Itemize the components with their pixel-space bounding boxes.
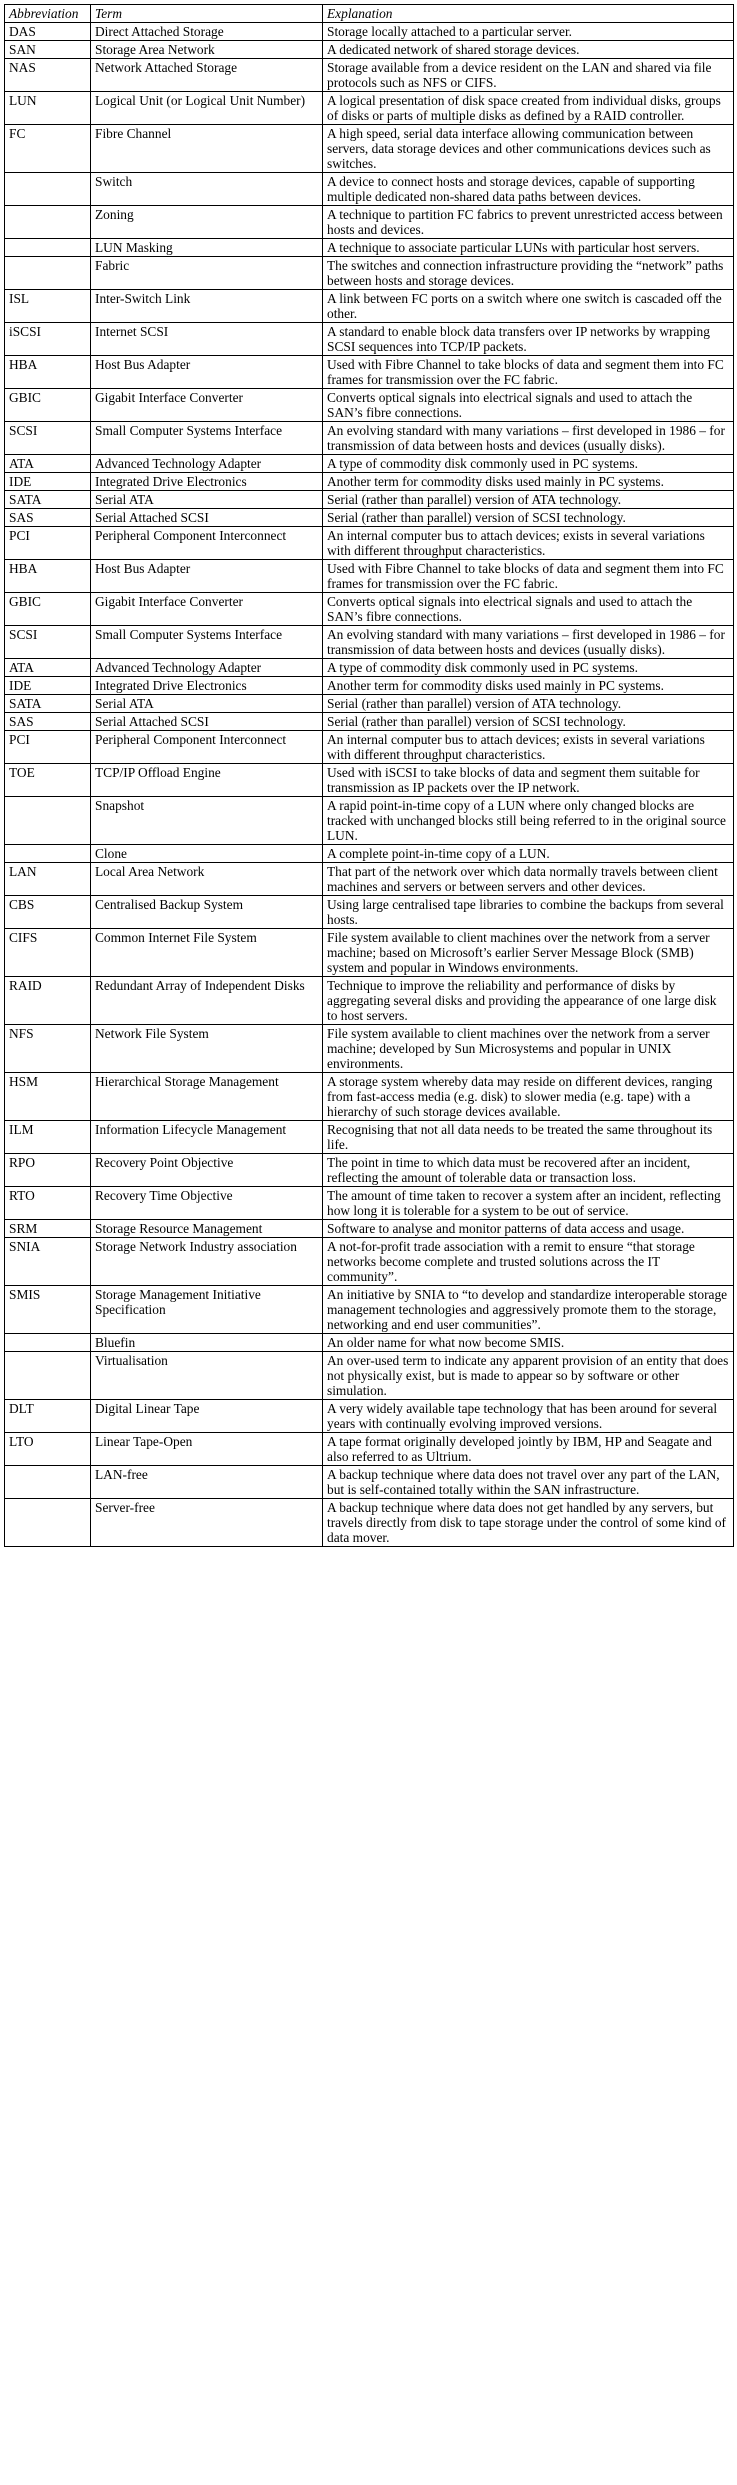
explanation-cell: Serial (rather than parallel) version of SCSI technology. — [323, 713, 734, 731]
explanation-cell: File system available to client machines over the network from a server machine; developed by Sun Microsystems and popular in UNIX environments. — [323, 1025, 734, 1073]
table-row — [5, 455, 734, 473]
term-cell: Local Area Network — [91, 863, 323, 896]
explanation-cell: That part of the network over which data normally travels between client machines and servers or between servers and other devices. — [323, 863, 734, 896]
explanation-cell: Storage locally attached to a particular server. — [323, 23, 734, 41]
abbreviation-cell: CIFS — [5, 929, 91, 977]
table-row — [5, 896, 734, 929]
header-term: Term — [91, 5, 323, 23]
header-row — [5, 5, 734, 23]
abbreviation-cell: LAN — [5, 863, 91, 896]
term-cell: Peripheral Component Interconnect — [91, 527, 323, 560]
abbreviation-cell — [5, 239, 91, 257]
table-row — [5, 731, 734, 764]
explanation-cell: A technique to partition FC fabrics to prevent unrestricted access between hosts and devices. — [323, 206, 734, 239]
abbreviation-cell: HBA — [5, 356, 91, 389]
abbreviation-cell: ATA — [5, 455, 91, 473]
term-cell: Network File System — [91, 1025, 323, 1073]
term-cell: Peripheral Component Interconnect — [91, 731, 323, 764]
explanation-cell: A type of commodity disk commonly used in PC systems. — [323, 455, 734, 473]
abbreviation-cell: TOE — [5, 764, 91, 797]
term-cell: LAN-free — [91, 1466, 323, 1499]
explanation-cell: An evolving standard with many variations – first developed in 1986 – for transmission of data between hosts and devices (usually disks). — [323, 422, 734, 455]
explanation-cell: The point in time to which data must be recovered after an incident, reflecting the amount of tolerable data or transaction loss. — [323, 1154, 734, 1187]
term-cell: Information Lifecycle Management — [91, 1121, 323, 1154]
table-row — [5, 1238, 734, 1286]
glossary-table-header — [5, 5, 734, 23]
table-row — [5, 527, 734, 560]
table-row — [5, 1187, 734, 1220]
abbreviation-cell: SATA — [5, 695, 91, 713]
table-row — [5, 1400, 734, 1433]
term-cell: TCP/IP Offload Engine — [91, 764, 323, 797]
abbreviation-cell: GBIC — [5, 593, 91, 626]
explanation-cell: A logical presentation of disk space created from individual disks, groups of disks or parts of multiple disks as defined by a RAID controller. — [323, 92, 734, 125]
explanation-cell: Using large centralised tape libraries to combine the backups from several hosts. — [323, 896, 734, 929]
term-cell: Inter-Switch Link — [91, 290, 323, 323]
table-row — [5, 92, 734, 125]
table-row — [5, 929, 734, 977]
table-row — [5, 23, 734, 41]
explanation-cell: Serial (rather than parallel) version of ATA technology. — [323, 695, 734, 713]
term-cell: Small Computer Systems Interface — [91, 626, 323, 659]
abbreviation-cell — [5, 797, 91, 845]
table-row — [5, 1433, 734, 1466]
explanation-cell: A technique to associate particular LUNs with particular host servers. — [323, 239, 734, 257]
abbreviation-cell: LTO — [5, 1433, 91, 1466]
explanation-cell: A not-for-profit trade association with a remit to ensure “that storage networks become complete and trusted solutions across the IT community”. — [323, 1238, 734, 1286]
explanation-cell: Software to analyse and monitor patterns of data access and usage. — [323, 1220, 734, 1238]
abbreviation-cell: SAS — [5, 509, 91, 527]
term-cell: Gigabit Interface Converter — [91, 389, 323, 422]
term-cell: Serial Attached SCSI — [91, 713, 323, 731]
term-cell: Internet SCSI — [91, 323, 323, 356]
abbreviation-cell — [5, 845, 91, 863]
table-row — [5, 1466, 734, 1499]
explanation-cell: Another term for commodity disks used mainly in PC systems. — [323, 473, 734, 491]
table-row — [5, 713, 734, 731]
explanation-cell: Converts optical signals into electrical signals and used to attach the SAN’s fibre connections. — [323, 389, 734, 422]
table-row — [5, 1121, 734, 1154]
table-row — [5, 509, 734, 527]
table-row — [5, 1334, 734, 1352]
explanation-cell: Storage available from a device resident on the LAN and shared via file protocols such as NFS or CIFS. — [323, 59, 734, 92]
explanation-cell: A device to connect hosts and storage devices, capable of supporting multiple dedicated non-shared data paths between devices. — [323, 173, 734, 206]
header-explanation: Explanation — [323, 5, 734, 23]
table-row — [5, 290, 734, 323]
term-cell: Storage Area Network — [91, 41, 323, 59]
abbreviation-cell: NAS — [5, 59, 91, 92]
abbreviation-cell — [5, 1499, 91, 1547]
abbreviation-cell — [5, 206, 91, 239]
term-cell: Redundant Array of Independent Disks — [91, 977, 323, 1025]
explanation-cell: A storage system whereby data may reside on different devices, ranging from fast-access media (e.g. disk) to slower media (e.g. tape) with a hierarchy of such storage devices available. — [323, 1073, 734, 1121]
abbreviation-cell: CBS — [5, 896, 91, 929]
explanation-cell: A backup technique where data does not travel over any part of the LAN, but is self-contained totally within the SAN infrastructure. — [323, 1466, 734, 1499]
term-cell: Logical Unit (or Logical Unit Number) — [91, 92, 323, 125]
abbreviation-cell: ISL — [5, 290, 91, 323]
table-row — [5, 560, 734, 593]
term-cell: Linear Tape-Open — [91, 1433, 323, 1466]
abbreviation-cell: RPO — [5, 1154, 91, 1187]
table-row — [5, 206, 734, 239]
term-cell: Fabric — [91, 257, 323, 290]
table-row — [5, 1499, 734, 1547]
table-row — [5, 659, 734, 677]
explanation-cell: A dedicated network of shared storage devices. — [323, 41, 734, 59]
term-cell: Clone — [91, 845, 323, 863]
explanation-cell: An internal computer bus to attach devices; exists in several variations with different throughput characteristics. — [323, 527, 734, 560]
abbreviation-cell: GBIC — [5, 389, 91, 422]
explanation-cell: A rapid point-in-time copy of a LUN where only changed blocks are tracked with unchanged blocks still being referred to in the original source LUN. — [323, 797, 734, 845]
abbreviation-cell — [5, 1334, 91, 1352]
explanation-cell: An over-used term to indicate any apparent provision of an entity that does not physically exist, but is made to appear so by software or other simulation. — [323, 1352, 734, 1400]
term-cell: Recovery Time Objective — [91, 1187, 323, 1220]
explanation-cell: An evolving standard with many variations – first developed in 1986 – for transmission of data between hosts and devices (usually disks). — [323, 626, 734, 659]
table-row — [5, 389, 734, 422]
abbreviation-cell: SCSI — [5, 626, 91, 659]
explanation-cell: A very widely available tape technology that has been around for several years with continually evolving improved versions. — [323, 1400, 734, 1433]
term-cell: Serial ATA — [91, 695, 323, 713]
term-cell: Integrated Drive Electronics — [91, 677, 323, 695]
abbreviation-cell: IDE — [5, 677, 91, 695]
explanation-cell: An initiative by SNIA to “to develop and standardize interoperable storage management technologies and aggressively promote them to the storage, networking and end user communities”. — [323, 1286, 734, 1334]
term-cell: Virtualisation — [91, 1352, 323, 1400]
table-row — [5, 41, 734, 59]
term-cell: Host Bus Adapter — [91, 356, 323, 389]
table-row — [5, 977, 734, 1025]
explanation-cell: A complete point-in-time copy of a LUN. — [323, 845, 734, 863]
explanation-cell: A link between FC ports on a switch where one switch is cascaded off the other. — [323, 290, 734, 323]
table-row — [5, 1025, 734, 1073]
term-cell: Host Bus Adapter — [91, 560, 323, 593]
term-cell: Hierarchical Storage Management — [91, 1073, 323, 1121]
term-cell: Advanced Technology Adapter — [91, 455, 323, 473]
abbreviation-cell: iSCSI — [5, 323, 91, 356]
abbreviation-cell: SCSI — [5, 422, 91, 455]
term-cell: Storage Management Initiative Specification — [91, 1286, 323, 1334]
explanation-cell: A high speed, serial data interface allowing communication between servers, data storage devices and other communications devices such as switches. — [323, 125, 734, 173]
table-row — [5, 593, 734, 626]
table-row — [5, 1154, 734, 1187]
term-cell: Server-free — [91, 1499, 323, 1547]
abbreviation-cell — [5, 1466, 91, 1499]
term-cell: Bluefin — [91, 1334, 323, 1352]
abbreviation-cell: RTO — [5, 1187, 91, 1220]
table-row — [5, 323, 734, 356]
explanation-cell: The amount of time taken to recover a system after an incident, reflecting how long it is tolerable for a system to be out of service. — [323, 1187, 734, 1220]
explanation-cell: An internal computer bus to attach devices; exists in several variations with different throughput characteristics. — [323, 731, 734, 764]
explanation-cell: Technique to improve the reliability and performance of disks by aggregating several disks and providing the appearance of one large disk to host servers. — [323, 977, 734, 1025]
table-row — [5, 1352, 734, 1400]
term-cell: Fibre Channel — [91, 125, 323, 173]
term-cell: Digital Linear Tape — [91, 1400, 323, 1433]
explanation-cell: Used with Fibre Channel to take blocks of data and segment them into FC frames for transmission over the FC fabric. — [323, 560, 734, 593]
term-cell: Zoning — [91, 206, 323, 239]
abbreviation-cell — [5, 1352, 91, 1400]
table-row — [5, 863, 734, 896]
term-cell: Snapshot — [91, 797, 323, 845]
explanation-cell: A tape format originally developed jointly by IBM, HP and Seagate and also referred to as Ultrium. — [323, 1433, 734, 1466]
table-row — [5, 59, 734, 92]
table-row — [5, 764, 734, 797]
explanation-cell: Used with Fibre Channel to take blocks of data and segment them into FC frames for transmission over the FC fabric. — [323, 356, 734, 389]
abbreviation-cell — [5, 257, 91, 290]
abbreviation-cell — [5, 173, 91, 206]
table-row — [5, 677, 734, 695]
abbreviation-cell: SAS — [5, 713, 91, 731]
abbreviation-cell: NFS — [5, 1025, 91, 1073]
abbreviation-cell: IDE — [5, 473, 91, 491]
table-row — [5, 1286, 734, 1334]
abbreviation-cell: SNIA — [5, 1238, 91, 1286]
term-cell: Advanced Technology Adapter — [91, 659, 323, 677]
term-cell: Integrated Drive Electronics — [91, 473, 323, 491]
table-row — [5, 473, 734, 491]
term-cell: Centralised Backup System — [91, 896, 323, 929]
abbreviation-cell: SATA — [5, 491, 91, 509]
explanation-cell: A standard to enable block data transfers over IP networks by wrapping SCSI sequences into TCP/IP packets. — [323, 323, 734, 356]
explanation-cell: An older name for what now become SMIS. — [323, 1334, 734, 1352]
abbreviation-cell: PCI — [5, 527, 91, 560]
abbreviation-cell: DLT — [5, 1400, 91, 1433]
term-cell: LUN Masking — [91, 239, 323, 257]
term-cell: Gigabit Interface Converter — [91, 593, 323, 626]
explanation-cell: Recognising that not all data needs to be treated the same throughout its life. — [323, 1121, 734, 1154]
explanation-cell: Used with iSCSI to take blocks of data and segment them suitable for transmission as IP packets over the IP network. — [323, 764, 734, 797]
term-cell: Common Internet File System — [91, 929, 323, 977]
explanation-cell: The switches and connection infrastructure providing the “network” paths between hosts and storage devices. — [323, 257, 734, 290]
explanation-cell: Converts optical signals into electrical signals and used to attach the SAN’s fibre connections. — [323, 593, 734, 626]
term-cell: Switch — [91, 173, 323, 206]
explanation-cell: Serial (rather than parallel) version of SCSI technology. — [323, 509, 734, 527]
explanation-cell: A type of commodity disk commonly used in PC systems. — [323, 659, 734, 677]
explanation-cell: Another term for commodity disks used mainly in PC systems. — [323, 677, 734, 695]
table-row — [5, 173, 734, 206]
table-row — [5, 695, 734, 713]
table-row — [5, 422, 734, 455]
term-cell: Network Attached Storage — [91, 59, 323, 92]
table-row — [5, 257, 734, 290]
term-cell: Small Computer Systems Interface — [91, 422, 323, 455]
term-cell: Direct Attached Storage — [91, 23, 323, 41]
abbreviation-cell: SMIS — [5, 1286, 91, 1334]
abbreviation-cell: DAS — [5, 23, 91, 41]
explanation-cell: File system available to client machines over the network from a server machine; based on Microsoft’s earlier Server Message Block (SMB) system and popular in Windows environments. — [323, 929, 734, 977]
glossary-table — [4, 4, 734, 1547]
term-cell: Serial Attached SCSI — [91, 509, 323, 527]
abbreviation-cell: ATA — [5, 659, 91, 677]
abbreviation-cell: HBA — [5, 560, 91, 593]
abbreviation-cell: SRM — [5, 1220, 91, 1238]
table-row — [5, 125, 734, 173]
abbreviation-cell: PCI — [5, 731, 91, 764]
glossary-table-body — [5, 23, 734, 1547]
header-abbreviation: Abbreviation — [5, 5, 91, 23]
term-cell: Serial ATA — [91, 491, 323, 509]
explanation-cell: Serial (rather than parallel) version of ATA technology. — [323, 491, 734, 509]
term-cell: Recovery Point Objective — [91, 1154, 323, 1187]
table-row — [5, 845, 734, 863]
abbreviation-cell: SAN — [5, 41, 91, 59]
abbreviation-cell: LUN — [5, 92, 91, 125]
table-row — [5, 239, 734, 257]
table-row — [5, 491, 734, 509]
abbreviation-cell: RAID — [5, 977, 91, 1025]
table-row — [5, 1220, 734, 1238]
table-row — [5, 356, 734, 389]
explanation-cell: A backup technique where data does not get handled by any servers, but travels directly from disk to tape storage under the control of some kind of data mover. — [323, 1499, 734, 1547]
table-row — [5, 1073, 734, 1121]
table-row — [5, 797, 734, 845]
abbreviation-cell: FC — [5, 125, 91, 173]
abbreviation-cell: ILM — [5, 1121, 91, 1154]
table-row — [5, 626, 734, 659]
term-cell: Storage Resource Management — [91, 1220, 323, 1238]
abbreviation-cell: HSM — [5, 1073, 91, 1121]
term-cell: Storage Network Industry association — [91, 1238, 323, 1286]
